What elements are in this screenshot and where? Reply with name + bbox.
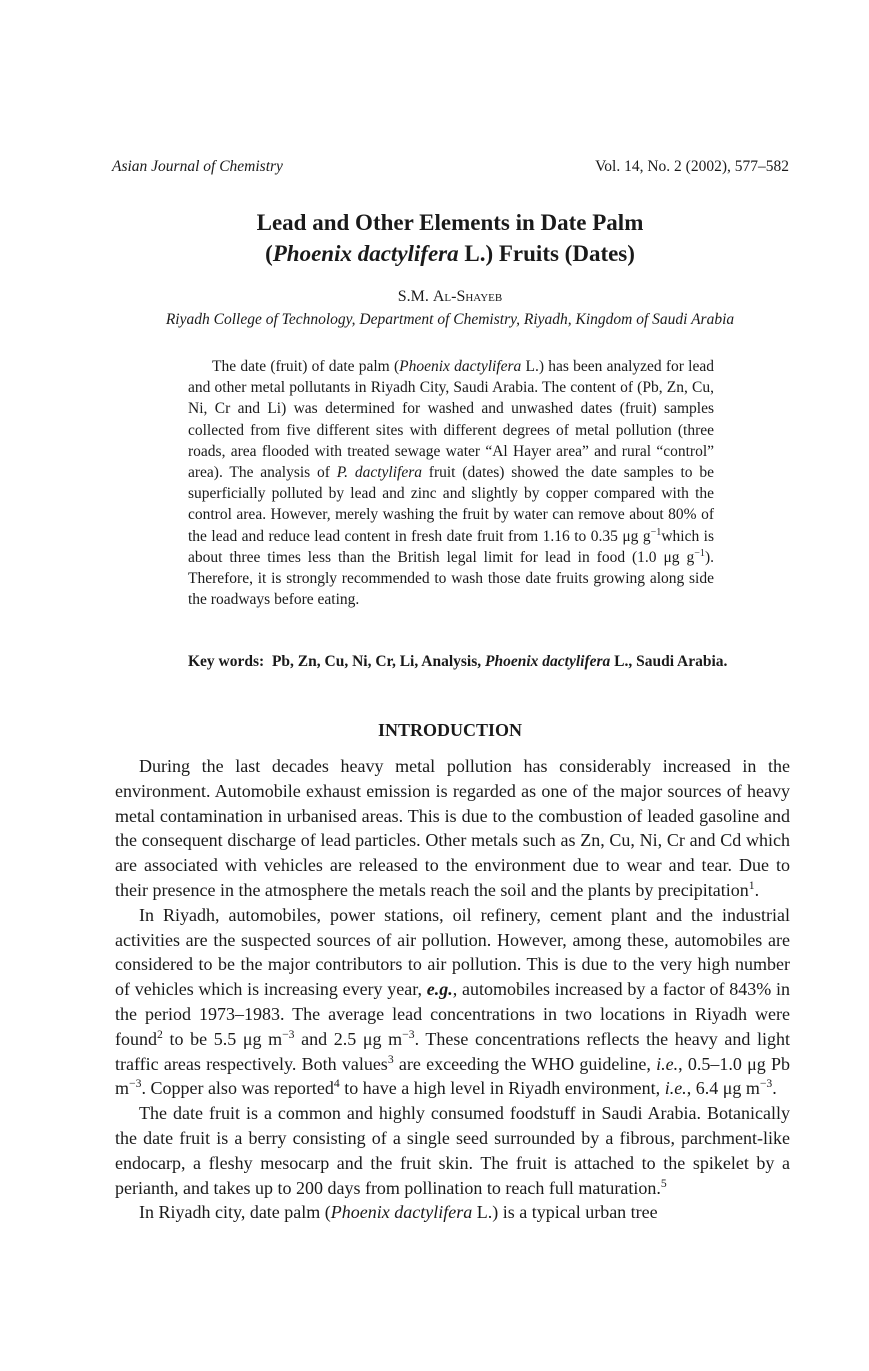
- abstract-text: The date (fruit) of date palm (: [212, 358, 400, 375]
- abstract: [188, 356, 714, 610]
- section-heading-introduction: INTRODUCTION: [377, 720, 523, 740]
- citation-ref: 5: [660, 1176, 667, 1190]
- paragraph-text: to have a high level in Riyadh environment,: [339, 1078, 665, 1099]
- abstract-text: which is about three times less than the British legal limit for lead in food (1.0 μg g: [188, 527, 714, 566]
- intro-paragraph-2: [115, 903, 790, 1101]
- introduction-body: [115, 754, 790, 1225]
- keywords-label: Key words:: [188, 653, 265, 670]
- abstract-species-abbr: P. dactylifera: [336, 464, 422, 482]
- affiliation: Riyadh College of Technology, Department of Chemistry, Riyadh, Kingdom of Saudi Arabia: [165, 311, 735, 328]
- author: [0, 288, 869, 306]
- abstract-text: fruit (dates) showed the date samples to be superficially polluted by lead and zinc and slightly by copper compared with the control area. However, merely washing the fruit by water can remove about 80% of the lead and reduce lead content in fresh date fruit from 1.16 to 0.35 μg g: [188, 464, 714, 545]
- paragraph-text: In Riyadh, automobiles, power stations, oil refinery, cement plant and the industrial activities are the suspected sources of air pollution. However, among these, automobiles are considered to be the major contributors to air pollution. This is due to the very high number of vehicles which is increasing every year,: [115, 904, 790, 1000]
- paper-title: [0, 207, 869, 269]
- paragraph-text: . Copper also was reported: [141, 1078, 334, 1099]
- paragraph-text: are exceeding the WHO guideline,: [393, 1053, 657, 1074]
- paragraph-text: The date fruit is a common and highly consumed foodstuff in Saudi Arabia. Botanically the date fruit is a berry consisting of a single seed surrounded by a fibrous, parchment-like endocarp, a fleshy mesocarp and the fruit skin. The fruit is attached to the spikelet by a perianth, and takes up to 200 days from pollination to reach full maturation.: [115, 1103, 790, 1198]
- paragraph-text: L.) is a typical urban tree: [472, 1202, 658, 1223]
- intro-paragraph-1: [115, 754, 790, 903]
- volume-info: Vol. 14, No. 2 (2002), 577–582: [595, 158, 789, 175]
- intro-paragraph-3: [115, 1101, 790, 1200]
- citation-ref: 1: [748, 878, 755, 892]
- paragraph-text: . These concentrations reflects the heavy and light traffic areas respectively. Both values: [115, 1028, 790, 1074]
- species-name: Phoenix dactylifera: [330, 1202, 473, 1223]
- citation-ref: 3: [387, 1052, 394, 1066]
- author-initials: S.M.: [397, 288, 433, 305]
- intro-paragraph-4: [115, 1200, 790, 1225]
- emph-text: e.g.: [426, 979, 453, 1000]
- paragraph-text: .: [772, 1078, 777, 1099]
- paragraph-text: In Riyadh city, date palm (: [139, 1202, 331, 1223]
- superscript: −3: [282, 1027, 295, 1041]
- title-rest: L.) Fruits (Dates): [458, 241, 635, 266]
- paragraph-text: , 6.4 μg m: [686, 1078, 760, 1099]
- abstract-text: ). Therefore, it is strongly recommended to wash those date fruits growing along side the roadways before eating.: [188, 548, 714, 609]
- abstract-text: L.) has been analyzed for lead and other metal pollutants in Riyadh City, Saudi Arabia. The content of (Pb, Zn, Cu, Ni, Cr and Li) was determined for washed and unwashed dates (fruit) samples collected from five different sites with different degrees of metal pollution (three roads, area flooded with treated sewage water “Al Hayer area” and rural “control” area). The analysis of: [188, 358, 714, 482]
- superscript: −3: [759, 1077, 773, 1091]
- title-species: Phoenix dactylifera: [272, 241, 459, 266]
- superscript: −3: [402, 1027, 415, 1041]
- paragraph-text: , automobiles increased by a factor of 843% in the period 1973–1983. The average lead concentrations in two locations in Riyadh were found: [115, 979, 790, 1049]
- title-line-1: Lead and Other Elements in Date Palm: [256, 210, 644, 235]
- keywords: [188, 651, 728, 673]
- citation-ref: 2: [157, 1027, 163, 1041]
- journal-name: Asian Journal of Chemistry: [112, 158, 283, 175]
- abstract-superscript: −1: [650, 526, 662, 538]
- title-paren: (: [265, 241, 273, 266]
- emph-text: i.e.: [656, 1053, 679, 1074]
- paragraph-text: , 0.5–1.0 μg Pb m: [115, 1053, 790, 1099]
- abstract-superscript: −1: [694, 547, 705, 559]
- paragraph-text: During the last decades heavy metal pollution has considerably increased in the environment. Automobile exhaust emission is regarded as one of the major sources of heavy metal contamination in urbanised areas. This is due to the combustion of leaded gasoline and the consequent discharge of lead particles. Other metals such as Zn, Cu, Ni, Cr and Cd which are associated with vehicles are released to the environment due to wear and tear. Due to their presence in the atmosphere the metals reach the soil and the plants by precipitation: [115, 756, 790, 900]
- paragraph-text: to be 5.5 μg m: [162, 1028, 283, 1049]
- emph-text: i.e.: [664, 1078, 687, 1099]
- citation-ref: 4: [333, 1077, 340, 1091]
- keywords-rest: L., Saudi Arabia.: [610, 653, 728, 670]
- abstract-species: Phoenix dactylifera: [399, 358, 522, 375]
- paragraph-text: and 2.5 μg m: [294, 1028, 403, 1049]
- keywords-species: Phoenix dactylifera: [485, 653, 611, 670]
- paragraph-text: .: [754, 879, 760, 900]
- author-surname: Al-Shayeb: [432, 288, 503, 305]
- keywords-list: Pb, Zn, Cu, Ni, Cr, Li, Analysis,: [271, 653, 485, 670]
- title-line-2: [0, 238, 869, 269]
- superscript: −3: [129, 1077, 142, 1091]
